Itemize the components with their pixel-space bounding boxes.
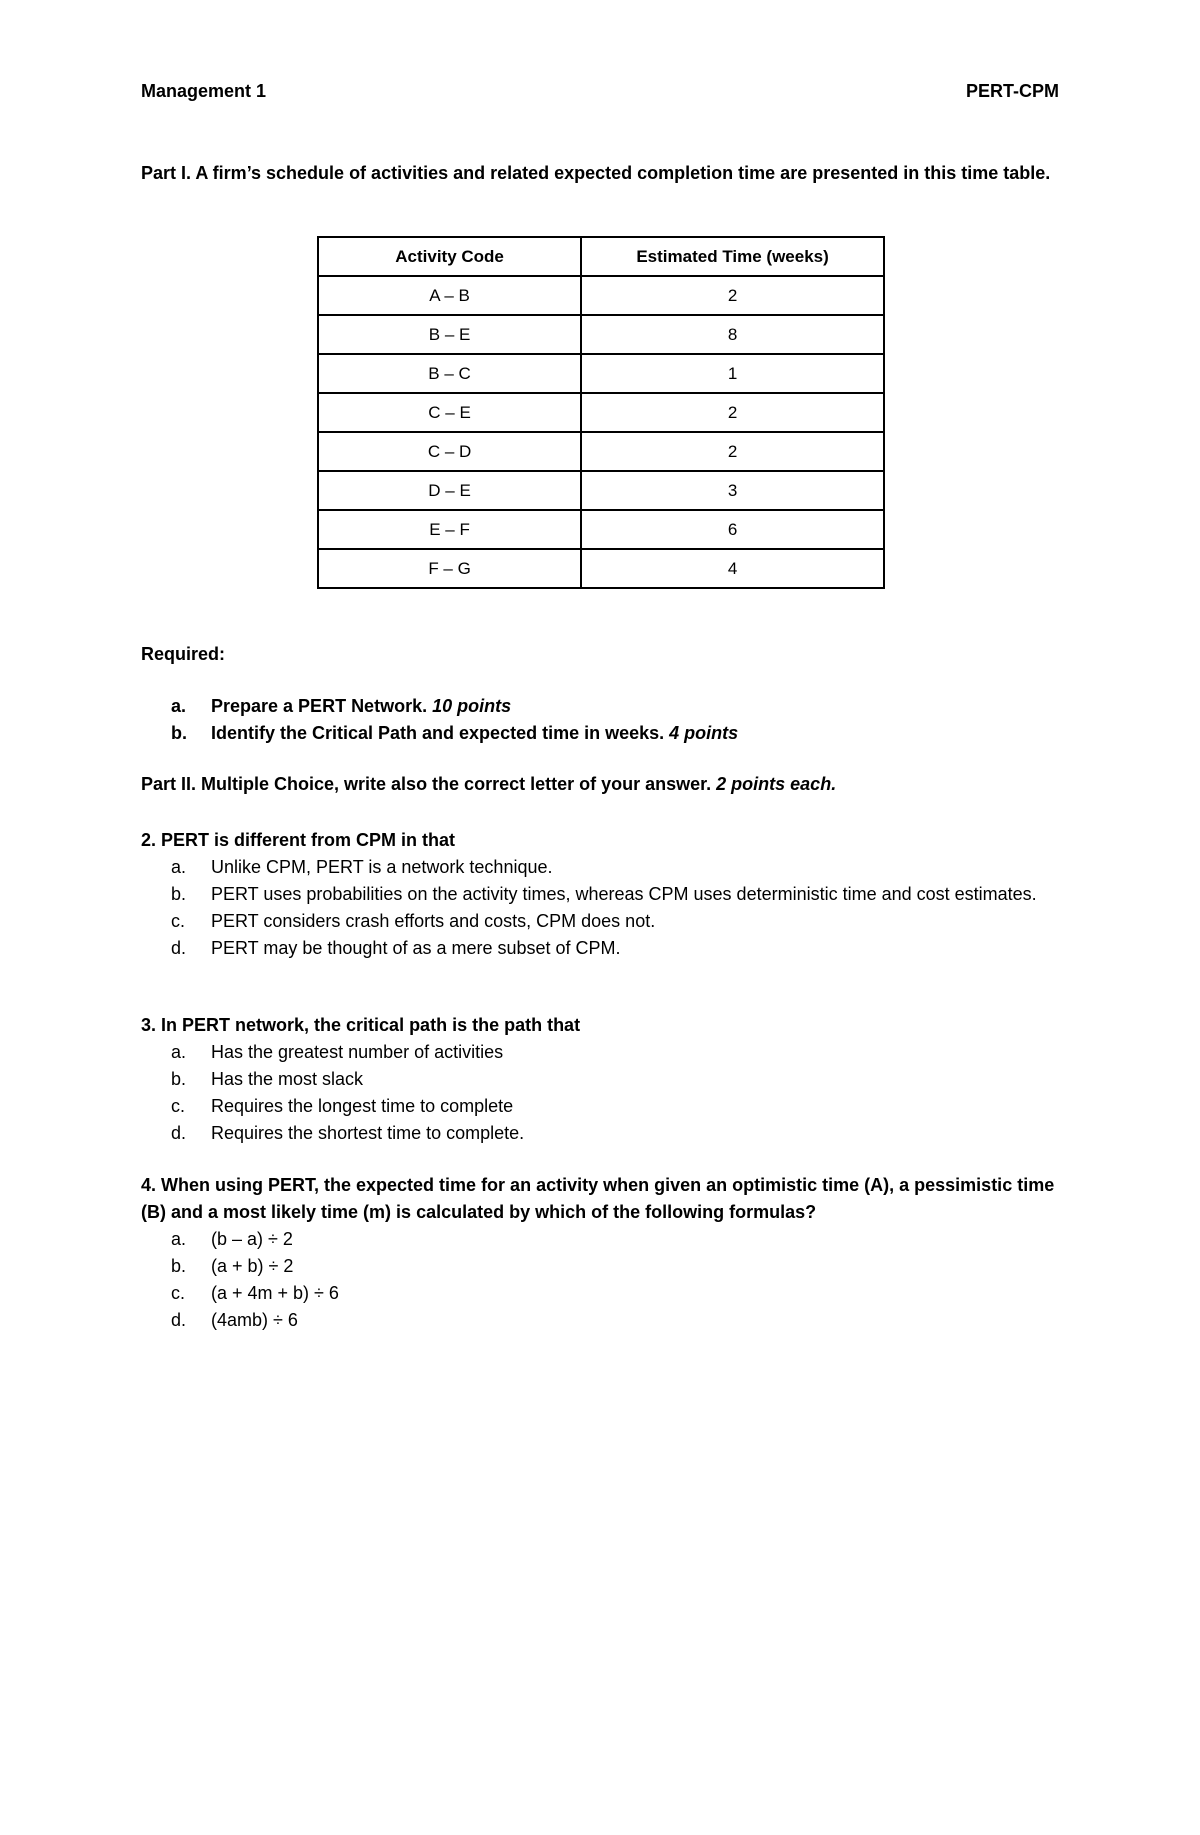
option-marker: a. <box>171 1042 187 1062</box>
table-row <box>318 315 884 354</box>
question-2 <box>141 827 1061 962</box>
header-activity-code: Activity Code <box>318 237 581 276</box>
option-item <box>171 1093 1061 1120</box>
part2-points: 2 points each. <box>716 774 837 794</box>
activity-code-cell: B – C <box>318 354 581 393</box>
option-marker: a. <box>171 857 187 877</box>
option-marker: a. <box>171 1229 187 1249</box>
page-header <box>141 81 1059 102</box>
table-row <box>318 432 884 471</box>
table-row <box>318 471 884 510</box>
option-item <box>171 1039 1061 1066</box>
table-row <box>318 276 884 315</box>
estimated-time-cell: 1 <box>581 354 884 393</box>
option-text: PERT may be thought of as a mere subset of CPM. <box>211 938 621 958</box>
estimated-time-cell: 2 <box>581 432 884 471</box>
estimated-time-cell: 3 <box>581 471 884 510</box>
option-text: Has the greatest number of activities <box>211 1042 504 1062</box>
option-text: Requires the longest time to complete <box>211 1096 514 1116</box>
activity-code-cell: D – E <box>318 471 581 510</box>
option-item <box>171 1066 1061 1093</box>
item-marker: a. <box>171 696 187 716</box>
table-row <box>318 393 884 432</box>
option-marker: b. <box>171 1256 187 1276</box>
activity-code-cell: A – B <box>318 276 581 315</box>
option-marker: b. <box>171 884 187 904</box>
part2-heading <box>141 774 836 795</box>
option-text: Has the most slack <box>211 1069 364 1089</box>
option-list <box>141 1039 1061 1147</box>
option-text: (4amb) ÷ 6 <box>211 1310 298 1330</box>
list-item <box>171 720 738 747</box>
option-text: (a + 4m + b) ÷ 6 <box>211 1283 339 1303</box>
header-estimated-time: Estimated Time (weeks) <box>581 237 884 276</box>
estimated-time-cell: 2 <box>581 393 884 432</box>
option-item <box>171 1280 1061 1307</box>
part1-intro: Part I. A firm’s schedule of activities and related expected completion time are presented in this time table. <box>141 163 1051 183</box>
required-label: Required: <box>141 644 226 664</box>
table-header-row <box>318 237 884 276</box>
estimated-time-cell: 6 <box>581 510 884 549</box>
question-text: 3. In PERT network, the critical path is the path that <box>141 1015 581 1035</box>
option-marker: d. <box>171 938 187 958</box>
option-item <box>171 1226 1061 1253</box>
item-marker: b. <box>171 723 187 743</box>
part2-text: Part II. Multiple Choice, write also the correct letter of your answer. <box>141 774 717 794</box>
question-text: 2. PERT is different from CPM in that <box>141 830 456 850</box>
option-text: PERT uses probabilities on the activity times, whereas CPM uses deterministic time and cost estimates. <box>211 884 1037 904</box>
header-course: Management 1 <box>141 81 267 101</box>
activity-code-cell: E – F <box>318 510 581 549</box>
required-list <box>171 693 738 747</box>
item-points: 10 points <box>432 696 512 716</box>
table-row <box>318 549 884 588</box>
activity-code-cell: C – E <box>318 393 581 432</box>
table-row <box>318 510 884 549</box>
option-marker: d. <box>171 1310 187 1330</box>
item-points: 4 points <box>669 723 739 743</box>
item-text: Identify the Critical Path and expected time in weeks. <box>211 723 670 743</box>
header-topic: PERT-CPM <box>965 81 1059 101</box>
option-marker: b. <box>171 1069 187 1089</box>
question-3 <box>141 1012 1061 1147</box>
option-marker: c. <box>171 1283 186 1303</box>
option-text: PERT considers crash efforts and costs, CPM does not. <box>211 911 656 931</box>
option-text: Unlike CPM, PERT is a network technique. <box>211 857 553 877</box>
estimated-time-cell: 4 <box>581 549 884 588</box>
item-text: Prepare a PERT Network. <box>211 696 433 716</box>
option-item <box>171 854 1061 881</box>
option-text: (a + b) ÷ 2 <box>211 1256 294 1276</box>
option-item <box>171 908 1061 935</box>
option-marker: c. <box>171 911 186 931</box>
option-list <box>141 854 1061 962</box>
table-row <box>318 354 884 393</box>
list-item <box>171 693 738 720</box>
option-marker: d. <box>171 1123 187 1143</box>
option-text: Requires the shortest time to complete. <box>211 1123 525 1143</box>
estimated-time-cell: 8 <box>581 315 884 354</box>
option-item <box>171 1253 1061 1280</box>
option-item <box>171 881 1061 908</box>
estimated-time-cell: 2 <box>581 276 884 315</box>
activity-code-cell: B – E <box>318 315 581 354</box>
option-marker: c. <box>171 1096 186 1116</box>
option-list <box>141 1226 1061 1334</box>
option-item <box>171 1307 1061 1334</box>
question-4 <box>141 1172 1061 1334</box>
option-text: (b – a) ÷ 2 <box>211 1229 293 1249</box>
option-item <box>171 1120 1061 1147</box>
option-item <box>171 935 1061 962</box>
activity-code-cell: C – D <box>318 432 581 471</box>
question-text: 4. When using PERT, the expected time for an activity when given an optimistic time (A), a pessimistic time (B) and a most likely time (m) is calculated by which of the following formulas? <box>141 1175 1055 1222</box>
activity-table <box>317 236 885 589</box>
activity-code-cell: F – G <box>318 549 581 588</box>
